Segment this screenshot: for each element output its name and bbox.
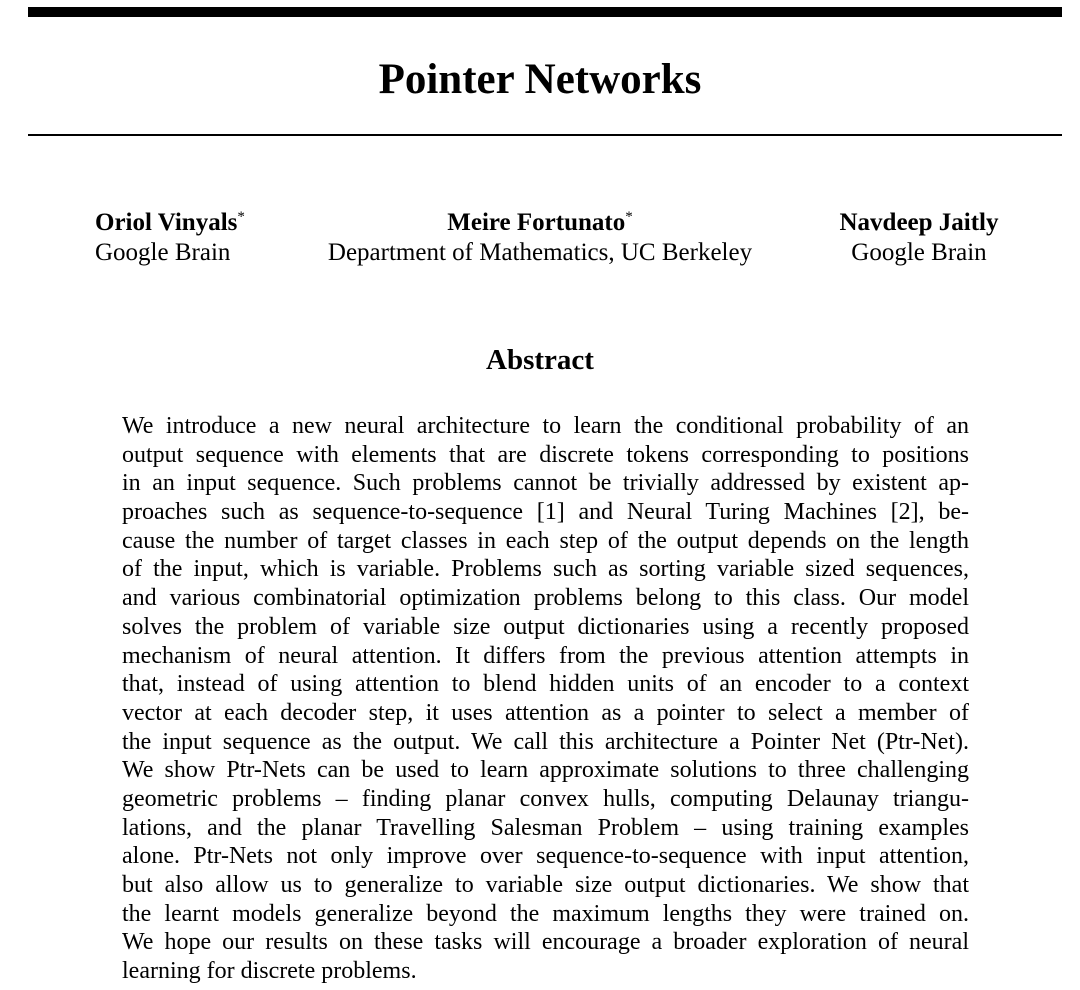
abstract-line: lations, and the planar Travelling Salesman Problem – using training examples [122,814,969,841]
abstract-line: that, instead of using attention to blend hidden units of an encoder to a context [122,671,969,698]
equal-contribution-mark: * [237,209,245,225]
abstract-line: vector at each decoder step, it uses attention as a pointer to select a member of [122,699,969,726]
abstract-line: the input sequence as the output. We call this architecture a Pointer Net (Ptr-Net). [122,728,969,755]
title-top-rule [28,7,1062,17]
equal-contribution-mark: * [625,209,633,225]
title-bottom-rule [28,134,1062,136]
author-fortunato [320,208,760,268]
abstract-body [122,412,969,986]
author-affiliation: Google Brain [95,239,231,266]
paper-title: Pointer Networks [378,56,702,103]
abstract-line: in an input sequence. Such problems cannot be trivially addressed by existent ap- [122,470,969,497]
author-vinyals [95,208,245,268]
abstract-line: but also allow us to generalize to variable size output dictionaries. We show that [122,872,969,898]
author-block [0,208,1080,278]
abstract-line: geometric problems – finding planar convex hulls, computing Delaunay triangu- [122,785,969,812]
abstract-line: We show Ptr-Nets can be used to learn approximate solutions to three challenging [122,757,969,784]
abstract-line: solves the problem of variable size output dictionaries using a recently proposed [122,613,969,640]
abstract-line: mechanism of neural attention. It differs from the previous attention attempts in [122,642,969,669]
abstract-line: We hope our results on these tasks will encourage a broader exploration of neural [122,929,969,956]
abstract-line: cause the number of target classes in each step of the output depends on the length [122,527,969,554]
abstract-heading: Abstract [486,344,594,376]
author-name: Oriol Vinyals* [95,209,245,236]
abstract-line: learning for discrete problems. [122,958,417,985]
abstract-line: alone. Ptr-Nets not only improve over sequence-to-sequence with input attention, [122,843,969,870]
abstract-line: proaches such as sequence-to-sequence [1] and Neural Turing Machines [2], be- [122,499,969,526]
author-name: Meire Fortunato* [447,209,633,236]
author-jaitly [820,208,1018,268]
abstract-line: output sequence with elements that are discrete tokens corresponding to positions [122,441,969,468]
author-affiliation: Google Brain [851,239,987,266]
author-affiliation: Department of Mathematics, UC Berkeley [327,239,753,266]
abstract-line: We introduce a new neural architecture to learn the conditional probability of an [122,413,969,439]
author-name: Navdeep Jaitly [839,209,999,236]
abstract-line: of the input, which is variable. Problems such as sorting variable sized sequences, [122,556,969,583]
abstract-line: and various combinatorial optimization problems belong to this class. Our model [122,585,969,612]
abstract-line: the learnt models generalize beyond the maximum lengths they were trained on. [122,900,969,927]
